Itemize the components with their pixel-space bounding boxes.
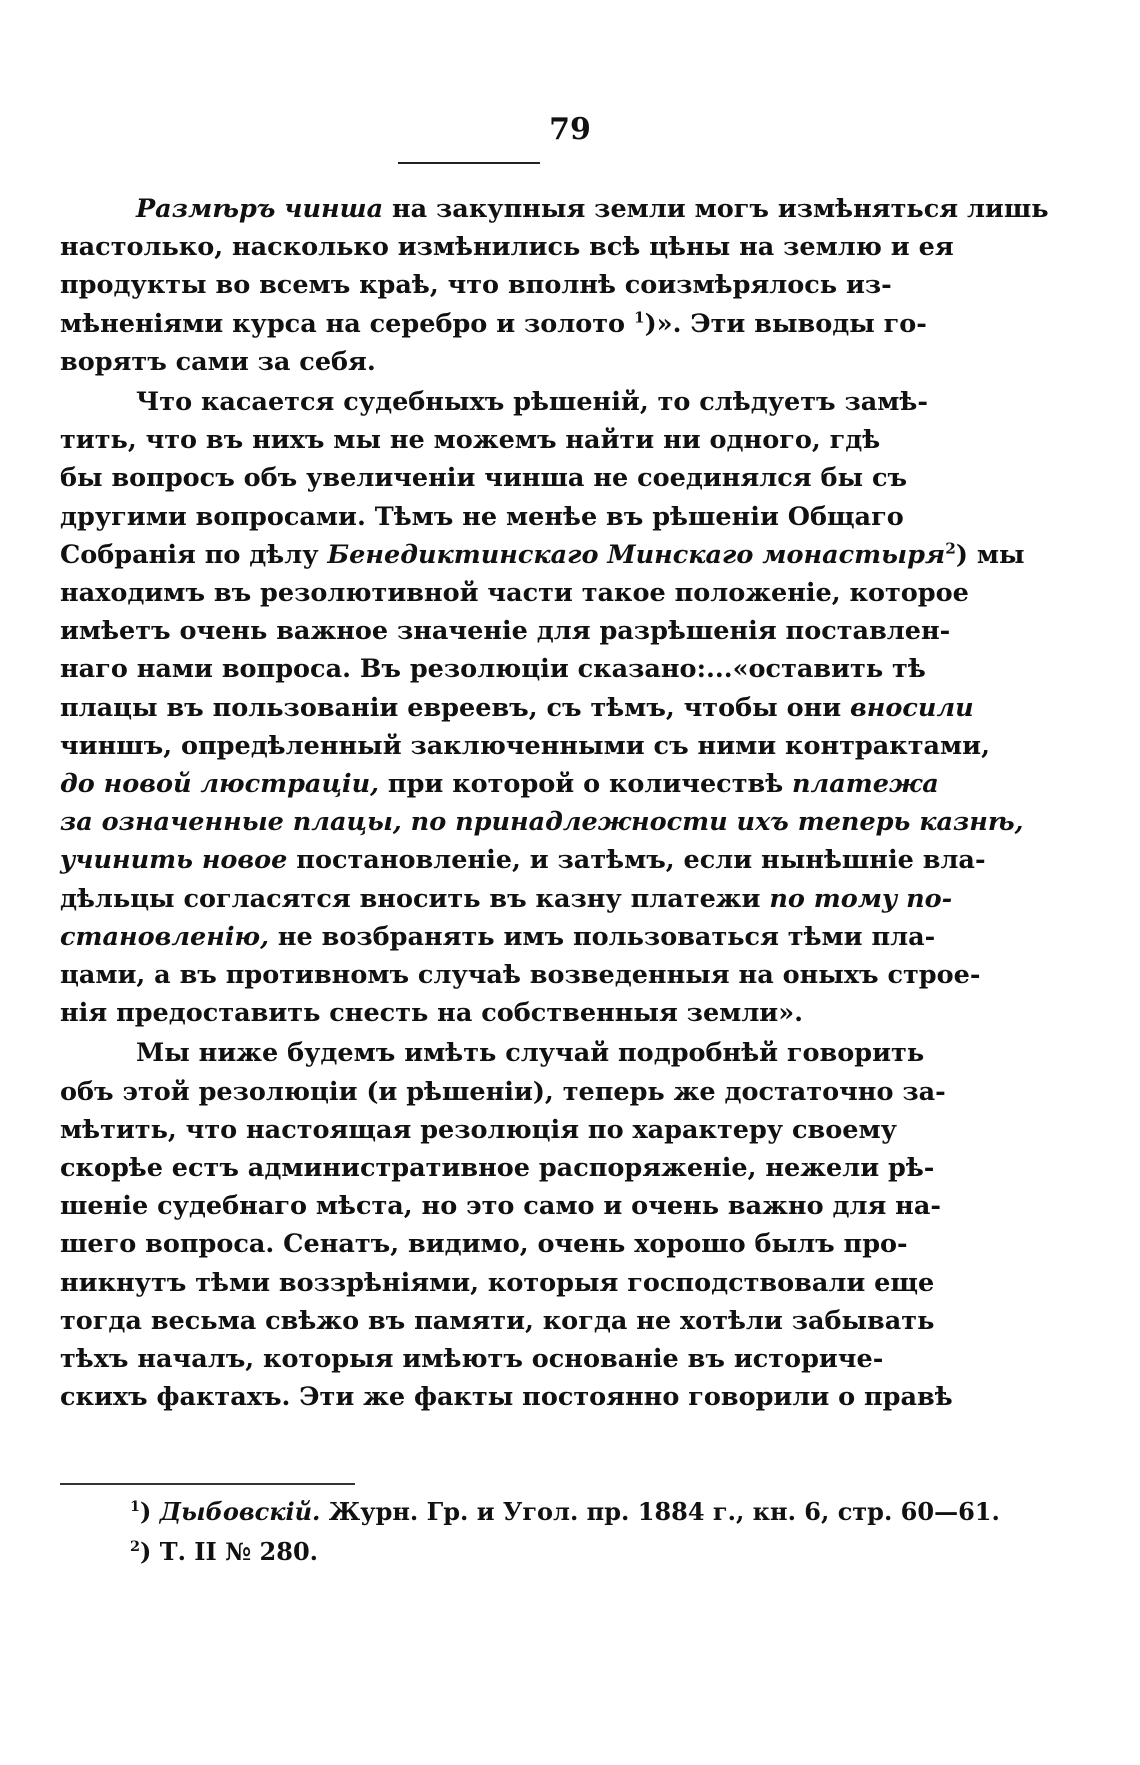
text-run: шего вопроса. Сенатъ, видимо, очень хорошо былъ про- [60, 1229, 908, 1260]
paragraph [60, 383, 1025, 1032]
text-run: тить, что въ нихъ мы не можемъ найти ни одного, гдѣ [60, 425, 881, 456]
italic-text: Размѣръ чинша [136, 194, 384, 224]
text-line [60, 994, 870, 1032]
text-line [60, 536, 1025, 574]
text-run: продукты во всемъ краѣ, что вполнѣ соизмѣрялось из- [60, 270, 892, 301]
text-line [60, 956, 981, 994]
text-line [60, 880, 953, 918]
text-run: Собранія по дѣлу [60, 539, 328, 570]
italic-text: становленію, [60, 921, 269, 952]
text-line [60, 841, 986, 879]
italic-text: Бенедиктинскаго Минскаго монастыря [327, 539, 946, 570]
text-run: тѣхъ началъ, которыя имѣютъ основаніе въ историче- [60, 1344, 884, 1375]
text-line [60, 1340, 884, 1378]
text-run: скорѣе естъ административное распоряженіе, нежели рѣ- [60, 1153, 935, 1184]
text-line [60, 727, 990, 765]
text-run: ) Т. II № 280. [140, 1537, 318, 1566]
text-line [60, 266, 892, 304]
text-run: не возбранять имъ пользоваться тѣми пла- [268, 921, 936, 952]
text-line [60, 1378, 953, 1416]
text-line [60, 612, 951, 650]
text-line [60, 1034, 925, 1072]
text-run: постановленіе, и затѣмъ, если нынѣшніе вла- [287, 845, 986, 876]
page-number: 79 [549, 112, 591, 147]
text-run: ворятъ сами за себя. [60, 346, 376, 377]
text-line [60, 1187, 941, 1225]
italic-text: учинить новое [60, 845, 288, 876]
footnote-marker: 2 [130, 1538, 141, 1555]
text-run: на закупныя земли могъ измѣняться лишь [383, 194, 1049, 224]
text-run: ) [140, 1497, 160, 1526]
text-line [60, 765, 939, 803]
text-run: мѣненіями курса на серебро и золото [60, 308, 634, 339]
text-line [60, 803, 1024, 841]
text-run: Журн. Гр. и Угол. пр. 1884 г., кн. 6, стр. 60—61. [320, 1497, 1000, 1526]
text-line [60, 459, 908, 497]
text-run: другими вопросами. Тѣмъ не менѣе въ рѣшеніи Общаго [60, 501, 904, 532]
text-line [60, 1149, 935, 1187]
page-number-rule [398, 162, 540, 164]
text-line [60, 1264, 935, 1302]
text-run: находимъ въ резолютивной части такое положеніе, которое [60, 578, 969, 609]
footnotes [130, 1492, 1000, 1572]
text-run: чиншъ, опредѣленный заключенными съ ними контрактами, [60, 730, 990, 761]
text-run: скихъ фактахъ. Эти же факты постоянно говорили о правѣ [60, 1382, 953, 1413]
text-run: наго нами вопроса. Въ резолюціи сказано:...«оставить тѣ [60, 654, 926, 685]
paragraph [60, 1034, 953, 1416]
text-line [60, 918, 936, 956]
italic-text: за означенные плацы, по принадлежности ихъ теперь казнѣ, [60, 807, 1024, 838]
text-line [60, 1302, 935, 1340]
text-line [60, 305, 927, 343]
text-line [60, 190, 1049, 228]
text-run: мѣтить, что настоящая резолюція по характеру своему [60, 1114, 897, 1145]
text-line [60, 343, 870, 381]
text-run: имѣетъ очень важное значеніе для разрѣшенія поставлен- [60, 616, 951, 647]
italic-text: вносили [850, 692, 974, 723]
footnote-marker: 1 [633, 308, 645, 327]
text-run: Что касается судебныхъ рѣшеній, то слѣдуетъ замѣ- [136, 387, 928, 418]
footnote-marker: 2 [945, 539, 956, 558]
text-run: бы вопросъ объ увеличеніи чинша не соединялся бы съ [60, 463, 908, 494]
text-line [60, 498, 904, 536]
text-run: шеніе судебнаго мѣста, но это само и очень важно для на- [60, 1191, 941, 1222]
text-run: дѣльцы согласятся вносить въ казну платежи [60, 883, 770, 914]
footnote [130, 1532, 870, 1572]
text-line [60, 1225, 908, 1263]
text-run: цами, а въ противномъ случаѣ возведенныя на оныхъ строе- [60, 960, 981, 991]
text-line [60, 1073, 946, 1111]
footnote [130, 1492, 1000, 1532]
text-run: )». Эти выводы го- [644, 308, 927, 339]
text-run: объ этой резолюціи (и рѣшеніи), теперь же достаточно за- [60, 1076, 946, 1107]
text-run: никнутъ тѣми воззрѣніями, которыя господствовали еще [60, 1267, 935, 1298]
paragraph [60, 190, 1049, 381]
text-line [60, 421, 881, 459]
text-run: Мы ниже будемъ имѣть случай подробнѣй говорить [136, 1038, 925, 1069]
text-run: плацы въ пользованіи евреевъ, съ тѣмъ, чтобы они [60, 692, 851, 723]
text-line [60, 689, 974, 727]
body-text [60, 190, 1049, 1417]
footnote-divider [60, 1483, 355, 1485]
text-line [60, 1111, 897, 1149]
text-run: тогда весьма свѣжо въ памяти, когда не хотѣли забывать [60, 1305, 935, 1336]
footnote-marker: 1 [130, 1498, 141, 1515]
text-line [60, 650, 926, 688]
text-line [60, 228, 954, 266]
text-run: нія предоставить снесть на собственныя земли». [60, 998, 804, 1029]
italic-text: по тому по- [769, 883, 953, 914]
italic-text: Дыбовскій. [159, 1497, 321, 1526]
italic-text: до новой люстраціи, [60, 769, 380, 800]
text-run: при которой о количествѣ [379, 769, 793, 800]
text-run: настолько, насколько измѣнились всѣ цѣны на землю и ея [60, 232, 954, 263]
italic-text: платежа [792, 769, 939, 800]
text-line [60, 383, 928, 421]
text-line [60, 574, 969, 612]
text-run: ) мы [955, 539, 1025, 570]
